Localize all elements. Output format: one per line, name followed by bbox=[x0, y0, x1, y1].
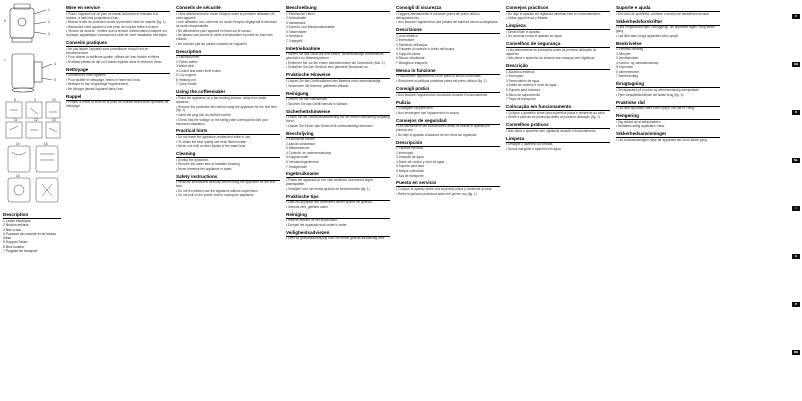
description-item: 5 Kopjeshouder bbox=[286, 155, 309, 160]
paragraph: • Do not leave the appliance unattended while in use. bbox=[176, 135, 252, 140]
paragraph: • Não deixe o aparelho ao alcance das crianças sem vigilância. bbox=[506, 56, 596, 61]
paragraph: • Do not pull on the power cord to unplug the appliance. bbox=[176, 193, 255, 198]
figure-label: 3 bbox=[48, 32, 50, 36]
section-heading: Conselhos de segurança bbox=[506, 41, 610, 48]
description-item: 5 Kopholder bbox=[616, 65, 634, 70]
description-item: 3 Serbatoio dell'acqua bbox=[396, 42, 428, 47]
language-flag: DK bbox=[793, 350, 799, 354]
section-heading: Inbetriebnahme bbox=[286, 46, 390, 53]
figure-label: 7 bbox=[4, 59, 6, 63]
section-heading: Descrição bbox=[506, 63, 610, 70]
section-heading: Practical hints bbox=[176, 128, 280, 135]
paragraph: • Verwenden Sie frisches, gefiltertes Wasser. bbox=[286, 83, 350, 88]
paragraph: • Non lasciare l'apparecchio alla portata dei bambini senza sorveglianza. bbox=[396, 20, 499, 25]
section-heading: Puesta en servicio bbox=[396, 180, 500, 187]
section-heading: Cleaning bbox=[176, 151, 280, 158]
paragraph: • Pour obtenir la meilleure qualité, utilisez de l'eau fraîche et filtrée. bbox=[66, 55, 161, 60]
description-item: 3 Reservatório de água bbox=[506, 78, 540, 83]
section-heading: Consejos de seguridad bbox=[396, 118, 500, 125]
section-heading: Beschreibung bbox=[286, 5, 390, 12]
section-heading: Safety instructions bbox=[176, 174, 280, 181]
section-heading: Conseils pratiques bbox=[66, 40, 170, 47]
column-french bbox=[66, 3, 170, 398]
description-item: 7 Carry handle bbox=[176, 82, 197, 87]
legend-item: 2 Bouton secteur bbox=[3, 223, 29, 228]
paragraph: • Plaats het apparaat op een vlak werkblad, beschermd tegen waterspatten. bbox=[286, 178, 373, 187]
paragraph: • Scollegare l'apparecchio. bbox=[396, 106, 434, 111]
figure-label: 6 bbox=[4, 19, 6, 23]
section-heading: Messa in funzione bbox=[396, 68, 500, 75]
paragraph: • Ne touchez pas les parties chaudes de l'appareil. bbox=[176, 41, 248, 46]
paragraph: • Pour faciliter le nettoyage, retirez le réservoir à eau. bbox=[66, 77, 141, 82]
paragraph: • Verwijder vóór het eerste gebruik de beschermfolie (fig. 1). bbox=[286, 186, 371, 191]
section-heading: Sikkerhedsanvisninger bbox=[616, 131, 720, 138]
column-french-english bbox=[176, 3, 280, 398]
paragraph: • Ne débranchez pas l'appareil en tirant sur le cordon. bbox=[176, 28, 252, 33]
figure-side-view bbox=[12, 54, 52, 92]
paragraph: • Lad ikke børn bruge apparatet uden opsyn. bbox=[616, 33, 679, 38]
description-item: 3 Vandbeholder bbox=[616, 56, 639, 61]
description-item: 6 Heizblock bbox=[286, 34, 303, 39]
description-item: 7 Bærehåndtag bbox=[616, 74, 638, 79]
description-item: 5 Tassenhalter bbox=[286, 29, 307, 34]
description-item: 6 Bloque calentador bbox=[396, 168, 425, 173]
description-item: 1 Electrical lever bbox=[176, 55, 200, 60]
description-item: 1 Elektrisk håndtag bbox=[616, 47, 644, 52]
description-item: 5 Soporte para taza bbox=[396, 164, 424, 169]
section-heading: Limpieza bbox=[506, 23, 610, 30]
paragraph: • Insert the plug into an earthed socket. bbox=[176, 113, 232, 118]
paragraph: • Lassen Sie das Gerät während des Betriebs nicht unbeaufsichtigt. bbox=[286, 79, 382, 84]
section-heading: Conselhos práticos bbox=[506, 122, 610, 129]
paragraph: • Retire a película de protecção antes da primeira utilização (fig. 1). bbox=[506, 115, 601, 120]
paragraph: • Unplug the appliance. bbox=[176, 157, 209, 162]
paragraph: • Coloque el aparato sobre una superficie plana y resistente al calor. bbox=[396, 187, 493, 192]
description-item: 2 Interruptor bbox=[396, 150, 414, 155]
paragraph: • Læs brugsanvisningen omhyggeligt, før apparatet tages i brug første gang. bbox=[616, 25, 715, 34]
description-item: 1 Elektrischer Hebel bbox=[286, 11, 315, 16]
paragraph: • Pensez à retirer la fiche de la prise de courant avant toute opération de nettoyage. bbox=[66, 100, 169, 109]
section-heading: Consigli di sicurezza bbox=[396, 5, 500, 12]
language-flag: I bbox=[792, 206, 800, 211]
paragraph: • Tension de secteur : vérifiez que la tension d'alimentation indiquée sur la plaque signalétique correspond à celle de votre installation électrique. bbox=[66, 29, 168, 38]
paragraph: • Posez l'appareil sur un plan de travail horizontal et résistant à la chaleur, à l'abri des projections d'eau. bbox=[66, 11, 159, 20]
description-item: 6 Heating unit bbox=[176, 77, 196, 82]
language-flag: GB bbox=[793, 62, 799, 66]
description-item: 4 Kontroll- und Wasserstandstaste bbox=[286, 25, 335, 30]
paragraph: • Débranchez votre appareil. bbox=[66, 73, 107, 78]
description-item: 4 Botón de control y nivel de agua bbox=[396, 159, 445, 164]
paragraph: • Do not let children use the appliance without supervision. bbox=[176, 188, 259, 193]
paragraph: • To obtain the best quality use fresh filtered water. bbox=[176, 139, 248, 144]
paragraph: • Check that the voltage on the rating plate corresponds with your electrical installation. bbox=[176, 117, 269, 126]
section-heading: Pulizia bbox=[396, 100, 500, 107]
figure-label: 9 bbox=[34, 98, 36, 102]
legend-item: 5 Support Tasse bbox=[3, 240, 28, 245]
paragraph: • Nettoyez le bac d'égouttage régulièrement. bbox=[66, 82, 129, 87]
legend-list bbox=[3, 219, 61, 253]
legend-item: 6 Bloc cuiseur bbox=[3, 244, 25, 249]
paragraph: • Nedsænk aldrig apparatet i vand. bbox=[616, 124, 665, 129]
description-item: 2 Interruttore bbox=[396, 38, 415, 43]
section-heading: Beskrivelse bbox=[616, 41, 720, 48]
description-item: 2 Power switch bbox=[176, 59, 198, 64]
section-heading: Veiligheidsadviezen bbox=[286, 230, 390, 237]
paragraph: • Schließen Sie das Gerät an eine geerdete Steckdose an. bbox=[286, 65, 369, 70]
figure-label: 5 bbox=[54, 78, 56, 82]
column-portuguese-danish bbox=[616, 3, 720, 398]
section-heading: Sikkerhedsforskrifter bbox=[616, 19, 720, 26]
paragraph: • No sumerja nunca el aparato en agua. bbox=[506, 34, 563, 39]
appliance-figures bbox=[2, 2, 64, 207]
paragraph: • Raccordez votre appareil à une prise de courant reliée à la terre. bbox=[66, 24, 160, 29]
section-heading: Description bbox=[176, 49, 280, 56]
language-flag: F bbox=[792, 14, 800, 19]
paragraph: • Não deixe o aparelho sem vigilância durante o funcionamento. bbox=[506, 128, 597, 133]
paragraph: • Remove the water tank to facilitate cleaning. bbox=[176, 162, 241, 167]
description-item: 6 Bloco de aquecimento bbox=[506, 92, 541, 97]
figure-front-view bbox=[10, 4, 46, 42]
figure-label: 16 bbox=[16, 174, 20, 178]
figure-label: 14 bbox=[16, 142, 20, 146]
section-heading: Reinigung bbox=[286, 91, 390, 98]
description-item: 5 Supporto tazza bbox=[396, 51, 421, 56]
description-item: 7 Pega de transporte bbox=[506, 97, 536, 102]
description-item: 4 Pulsante di controllo e livello dell'acqua bbox=[396, 47, 455, 52]
column-spanish-portuguese bbox=[506, 3, 610, 398]
paragraph: • Ne pas laisser l'appareil sans surveillance lorsqu'il est en fonctionnement. bbox=[66, 46, 149, 55]
description-item: 2 Interruptor bbox=[506, 74, 524, 79]
section-heading: Descrizione bbox=[396, 27, 500, 34]
figure-label: 12 bbox=[34, 118, 38, 122]
legend-item: 4 Poussoir de contrôle et de niveau d'eau bbox=[3, 231, 57, 241]
paragraph: • Entfernen Sie vor der ersten Inbetriebnahme die Schutzfolie (Abb. 1). bbox=[286, 60, 386, 65]
description-item: 3 Wassertank bbox=[286, 20, 306, 25]
paragraph: • Lees de gebruiksaanwijzing vóór het eerste gebruik aandachtig door. bbox=[286, 236, 386, 241]
description-item: 6 Varmeelement bbox=[616, 69, 640, 74]
language-flag: P bbox=[792, 302, 800, 307]
paragraph: • Tauchen Sie das Gerät niemals in Wasser. bbox=[286, 101, 348, 106]
paragraph: • Read the instructions carefully before using the appliance for the first time. bbox=[176, 180, 275, 189]
description-item: 1 Alavanca eléctrica bbox=[506, 69, 535, 74]
description-item: 2 Netzschalter bbox=[286, 16, 307, 21]
paragraph: • Coloque o aparelho sobre uma superfície plana e resistente ao calor. bbox=[506, 110, 606, 115]
legend-figures bbox=[3, 210, 61, 253]
paragraph: • Lesen Sie die Gebrauchsanweisung vor der ersten Benutzung sorgfältig durch. bbox=[286, 115, 390, 124]
paragraph: • Stellen Sie das Gerät auf eine ebene, hitzebeständige Arbeitsfläche, geschützt vor Wasserspritzern. bbox=[286, 52, 385, 61]
description-item: 3 Waterreservoir bbox=[286, 146, 310, 151]
paragraph: • Utilice agua fresca y filtrada. bbox=[506, 16, 549, 21]
language-flag: E bbox=[792, 254, 800, 259]
figure-label: 4 bbox=[54, 62, 56, 66]
description-item: 1 Palanca eléctrica bbox=[396, 146, 423, 151]
legend-item: 1 Levier électrique bbox=[3, 219, 31, 223]
section-heading: Consigli pratici bbox=[396, 86, 500, 93]
paragraph: • Lea atentamente las instrucciones antes de utilizar el aparato por primera vez. bbox=[396, 124, 491, 133]
description-item: 2 Aan/uit-schakelaar bbox=[286, 141, 315, 146]
section-heading: Conseils de sécurité bbox=[176, 5, 280, 12]
section-heading: Consejos prácticos bbox=[506, 5, 610, 12]
paragraph: • Remove the protective film before using the appliance for the first time (fig. 1). bbox=[176, 104, 277, 113]
paragraph: • Gebruik vers, gefilterd water. bbox=[286, 204, 329, 209]
paragraph: • Ziehen Sie den Netzstecker. bbox=[286, 97, 328, 102]
description-item: 7 Tragegriff bbox=[286, 38, 303, 43]
description-item: 4 Controle- en waterniveauknop bbox=[286, 150, 332, 155]
paragraph: • No deje el aparato sin vigilancia mientras esté en funcionamiento. bbox=[506, 11, 601, 16]
paragraph: • Haal de stekker uit het stopcontact. bbox=[286, 218, 338, 223]
section-heading: Reiniging bbox=[286, 212, 390, 219]
paragraph: • Retire la película protectora antes del primer uso (fig. 1). bbox=[396, 191, 478, 196]
section-heading: Mise en service bbox=[66, 5, 170, 12]
section-heading: Limpeza bbox=[506, 136, 610, 143]
legend-item: 7 Poignée de transport bbox=[3, 249, 38, 254]
section-heading: Sicherheitshinweise bbox=[286, 109, 390, 116]
description-item: 3 Depósito de agua bbox=[396, 155, 424, 160]
section-heading: Suporte e ajuda bbox=[616, 5, 720, 12]
paragraph: • Non immergere mai l'apparecchio in acqua. bbox=[396, 110, 460, 115]
paragraph: • N'utilisez jamais de lait ou d'autres liquides dans le réservoir d'eau. bbox=[66, 59, 163, 64]
description-item: 1 Elektrische hendel bbox=[286, 137, 315, 142]
description-item: 1 Leva elettrica bbox=[396, 33, 418, 38]
paragraph: • Lisez attentivement le mode d'emploi avant la première utilisation de votre appareil. bbox=[176, 11, 275, 20]
description-item: 6 Verwarmingselement bbox=[286, 159, 319, 164]
description-item: 7 Draaghendel bbox=[286, 164, 307, 169]
section-heading: Ibrugtagning bbox=[616, 81, 720, 88]
section-heading: Descripción bbox=[396, 140, 500, 147]
paragraph: • Laat het apparaat niet onbeheerd achter tijdens het gebruik. bbox=[286, 200, 373, 205]
section-heading: Rappel bbox=[66, 94, 170, 101]
section-heading: Colocação em funcionamento bbox=[506, 104, 610, 111]
paragraph: • Tag stikket ud af stikkontakten. bbox=[616, 119, 662, 124]
figure-label: 11 bbox=[14, 118, 18, 122]
section-heading: Praktische tips bbox=[286, 194, 390, 201]
paragraph: • No deje el aparato al alcance de los niños sin vigilancia. bbox=[396, 132, 478, 137]
paragraph: • Desligue o aparelho da tomada. bbox=[506, 142, 554, 147]
paragraph: • Never immerse the appliance in water. bbox=[176, 166, 233, 171]
section-heading: Beschrijving bbox=[286, 131, 390, 138]
column-german-dutch bbox=[286, 3, 390, 398]
figure-label: 8 bbox=[14, 98, 16, 102]
figure-label: 15 bbox=[44, 142, 48, 146]
description-item: 3 Water tank bbox=[176, 64, 194, 69]
paragraph: • Lad ikke apparatet være uden opsyn, når det er i brug. bbox=[616, 106, 695, 111]
paragraph: • Fjern beskyttelsesfilmen før første brug (fig. 1). bbox=[616, 92, 685, 97]
section-heading: Using the coffeemaker bbox=[176, 89, 280, 96]
paragraph: • Lassen Sie Kinder das Gerät nicht unbeaufsichtigt benutzen. bbox=[286, 123, 374, 128]
paragraph: • Desenchufe el aparato. bbox=[506, 29, 541, 34]
paragraph: • Place the appliance on a flat working surface, away from water splashes. bbox=[176, 96, 267, 104]
paragraph: • Retirez le film de protection avant la première mise en marche (fig. 1). bbox=[66, 20, 167, 25]
paragraph: • Ne laissez pas pendre le câble d'alimentation à portée de main des enfants. bbox=[176, 33, 273, 42]
figure-label: 10 bbox=[52, 98, 56, 102]
legend-heading: Description bbox=[3, 212, 61, 219]
column-italian-spanish bbox=[396, 3, 500, 398]
paragraph: • Never use milk or other liquids in the water tank. bbox=[176, 144, 247, 149]
description-item: 4 Botão de controlo e nível de água bbox=[506, 83, 557, 88]
description-item: 2 Afbryder bbox=[616, 51, 631, 56]
description-item: 4 Control and water level button bbox=[176, 68, 222, 73]
description-item: 5 Suporte para chávena bbox=[506, 88, 541, 93]
paragraph: • Em caso de problema, contacte o serviço de assistência técnica. bbox=[616, 11, 710, 16]
paragraph: • Leggere attentamente le istruzioni prima del primo utilizzo dell'apparecchio. bbox=[396, 11, 480, 20]
paragraph: • Ne plongez jamais l'appareil dans l'eau. bbox=[66, 86, 124, 91]
paragraph: • Stil apparatet på en plan og varmebestandig arbejdsflade. bbox=[616, 88, 700, 93]
paragraph: • Posizionare l'apparecchio su un piano di lavoro orizzontale. bbox=[396, 74, 482, 79]
section-heading: Nettoyage bbox=[66, 67, 170, 74]
description-item: 5 Cup support bbox=[176, 73, 197, 78]
language-flag: NL bbox=[794, 158, 798, 162]
section-heading: Rengøring bbox=[616, 113, 720, 120]
description-item: 7 Maniglia di trasporto bbox=[396, 60, 428, 65]
paragraph: • Non lasciare l'apparecchio incustodito durante il funzionamento. bbox=[396, 92, 489, 97]
paragraph: • Les bruksanvisningen nøye før apparatet tas i bruk første gang. bbox=[616, 137, 708, 142]
figure-label: 13 bbox=[52, 118, 56, 122]
figure-label: 2 bbox=[48, 20, 50, 24]
description-item: 6 Blocco riscaldante bbox=[396, 56, 425, 61]
section-heading: Praktische Hinweise bbox=[286, 72, 390, 79]
paragraph: • Leia atentamente as instruções antes da primeira utilização do aparelho. bbox=[506, 47, 597, 56]
paragraph: • Une utilisation non conforme au mode d'emploi dégagerait le fabricant de toute responsabilité. bbox=[176, 20, 277, 29]
description-item: 4 Kontrol- og vandstandsknap bbox=[616, 60, 659, 65]
section-heading: Praktiske råd bbox=[616, 100, 720, 107]
language-flag: D bbox=[792, 110, 800, 115]
figure-label: 1 bbox=[48, 8, 50, 12]
legend-item: 3 Bac à eau bbox=[3, 227, 22, 232]
paragraph: • Nunca mergulhe o aparelho em água. bbox=[506, 146, 562, 151]
section-heading: Ingebruikname bbox=[286, 171, 390, 178]
paragraph: • Dompel het apparaat nooit onder in water. bbox=[286, 222, 348, 227]
description-item: 7 Asa de transporte bbox=[396, 173, 424, 178]
paragraph: • Rimuovere la pellicola protettiva prima del primo utilizzo (fig. 1). bbox=[396, 79, 488, 84]
